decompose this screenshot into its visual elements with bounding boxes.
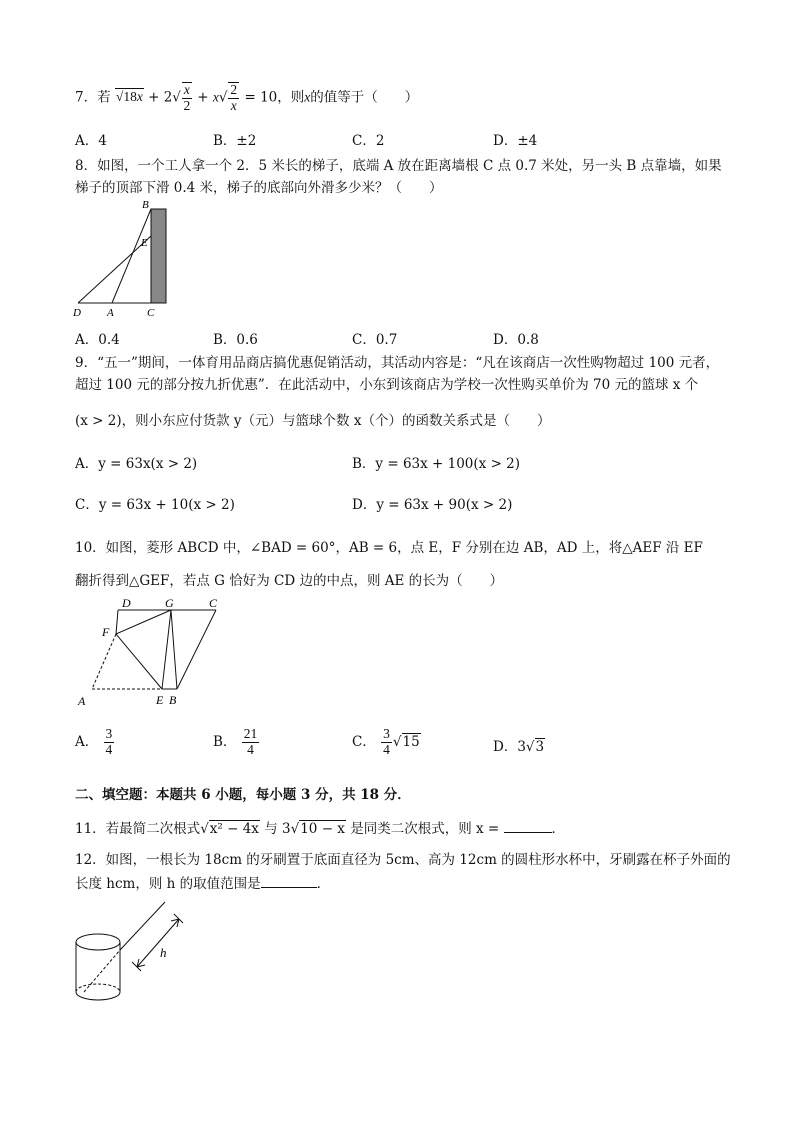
q8-option-a: A．0.4	[75, 332, 120, 348]
label-E: E	[156, 693, 164, 707]
wall	[151, 209, 166, 303]
q11-stem: 11．若最简二次根式√x² − 4x 与 3√10 − x 是同类二次根式，则 x = ．	[75, 821, 566, 837]
label-A: A	[78, 694, 86, 708]
fold-EF	[116, 634, 162, 689]
q10-text-line1: 10．如图，菱形 ABCD 中，∠BAD = 60°，AB = 6，点 E，F 分别在边 AB，AD 上，将△AEF 沿 EF	[75, 540, 703, 556]
q9-option-c: C．y = 63x + 10(x > 2)	[75, 497, 235, 513]
label-h: h	[160, 945, 167, 960]
q8-option-d: D．0.8	[493, 332, 539, 348]
q10-option-b: B． $\frac{21}{4}$	[213, 726, 258, 757]
q8-text-line1: 8．如图，一个工人拿一个 2．5 米长的梯子，底端 A 放在距离墙根 C 点 0.7 米处，另一头 B 点靠墙，如果	[75, 158, 722, 174]
side-CB	[177, 610, 216, 689]
side-DF	[116, 610, 118, 634]
section-2-title: 二、填空题：本题共 6 小题，每小题 3 分，共 18 分．	[75, 787, 411, 803]
q11-answer-blank	[504, 822, 552, 833]
q10-option-a: A． $\frac{3}{4}$	[75, 726, 113, 757]
q8-text-line2: 梯子的顶部下滑 0.4 米，梯子的底部向外滑多少米？（ ）	[75, 180, 443, 196]
dashed-FA	[92, 634, 116, 689]
q7-stem: 7．若 √18x + 2√ $\frac{x}{2}$ + x√ $\frac{2}{x}$ = 10，则x的值等于（ ）	[75, 82, 419, 113]
label-B: B	[142, 199, 149, 211]
rhombus-figure	[74, 594, 234, 714]
label-C: C	[209, 596, 218, 610]
label-E: E	[141, 237, 148, 249]
segment-FG	[116, 610, 171, 634]
segment-GE	[162, 610, 171, 689]
q10-option-c: C． $\frac{3}{4}$ √15	[352, 726, 420, 757]
q7-option-d: D．±4	[493, 133, 538, 149]
q9-option-d: D．y = 63x + 90(x > 2)	[352, 497, 513, 513]
q7-option-b: B．±2	[213, 133, 257, 149]
ladder-original	[112, 209, 151, 303]
cup-top-rim	[76, 934, 120, 950]
q10-text-line2: 翻折得到△GEF，若点 G 恰好为 CD 边的中点，则 AE 的长为（ ）	[75, 573, 504, 589]
q12-text-line1: 12．如图，一根长为 18cm 的牙刷置于底面直径为 5cm、高为 12cm 的圆柱形水杯中，牙刷露在杯子外面的	[75, 852, 731, 868]
q9-text-line1: 9．“五一”期间，一体育用品商店搞优惠促销活动，其活动内容是：“凡在该商店一次性购物超过 100 元者，	[75, 355, 720, 371]
label-C: C	[147, 307, 155, 319]
q9-option-a: A．y = 63x(x > 2)	[75, 456, 198, 472]
q9-text-line3: (x > 2)，则小东应付货款 y（元）与篮球个数 x（个）的函数关系式是（ ）	[75, 413, 551, 429]
q10-option-d: D．3√3	[493, 739, 545, 755]
label-G: G	[165, 596, 174, 610]
cup-toothbrush-figure	[70, 900, 200, 1010]
q7-option-c: C．2	[352, 133, 385, 149]
cup-bottom-front	[76, 992, 120, 1000]
q7-option-a: A．4	[75, 133, 107, 149]
cup-bottom-back	[76, 984, 120, 992]
h-dimension-line	[137, 919, 179, 967]
q9-text-line2: 超过 100 元的部分按九折优惠”．在此活动中，小东到该商店为学校一次性购买单价为 70 元的篮球 x 个	[75, 377, 699, 393]
toothbrush-inside	[84, 950, 120, 992]
ladder-figure	[70, 198, 180, 320]
q12-text-line2: 长度 hcm，则 h 的取值范围是 ．	[75, 876, 331, 892]
label-A: A	[107, 307, 114, 319]
q9-option-b: B．y = 63x + 100(x > 2)	[352, 456, 521, 472]
label-D: D	[73, 307, 81, 319]
label-F: F	[102, 625, 110, 639]
segment-GB	[171, 610, 177, 689]
q8-option-b: B．0.6	[213, 332, 258, 348]
label-B: B	[169, 693, 177, 707]
q8-option-c: C．0.7	[352, 332, 398, 348]
q12-answer-blank	[261, 877, 317, 888]
label-D: D	[122, 596, 131, 610]
